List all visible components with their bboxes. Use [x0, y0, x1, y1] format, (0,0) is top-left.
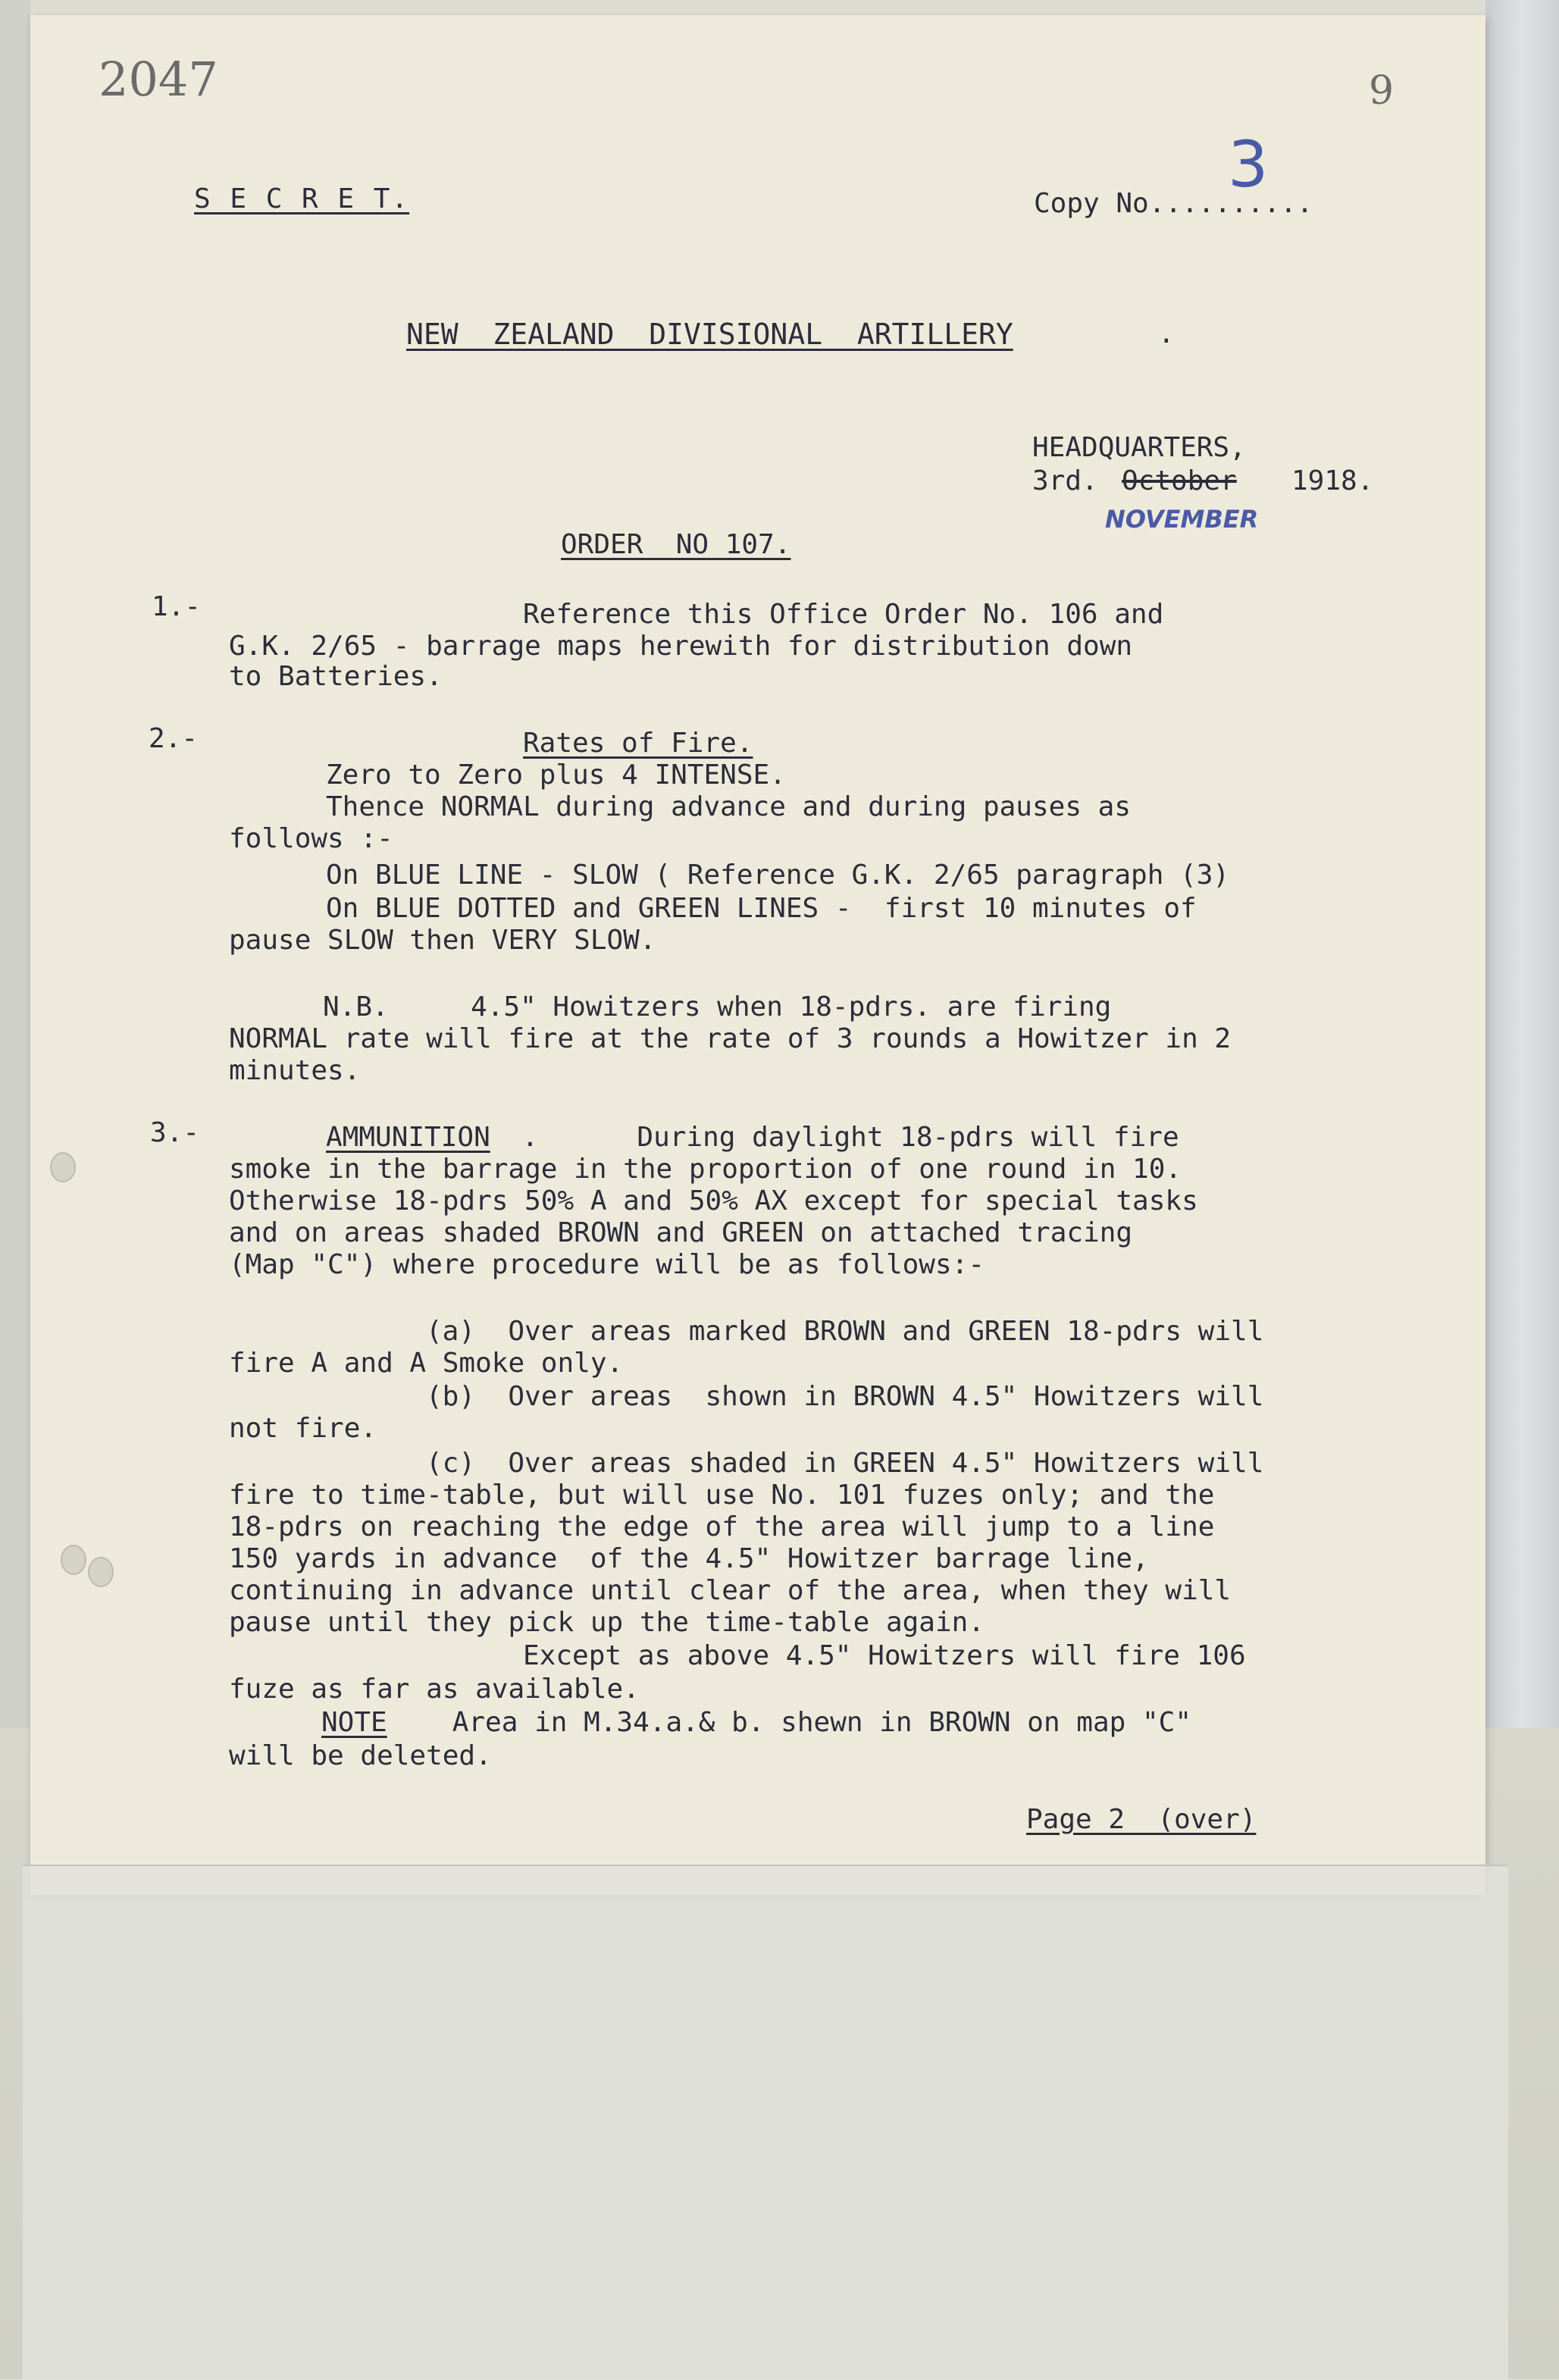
para-3-sub-a-line-1: (a) Over areas marked BROWN and GREEN 18-pdrs will	[426, 1316, 1264, 1347]
para-3-line-2: smoke in the barrage in the proportion of one round in 10.	[229, 1154, 1182, 1185]
para-3-sub-c-line-3: 18-pdrs on reaching the edge of the area will jump to a line	[229, 1511, 1215, 1542]
order-title: ORDER NO 107.	[561, 529, 791, 560]
date-year: 1918.	[1291, 465, 1374, 496]
para-3-sub-b-line-2: not fire.	[229, 1413, 377, 1444]
page-2-over-link[interactable]: Page 2 (over)	[1026, 1804, 1257, 1835]
para-3-sub-b-line-1: (b) Over areas shown in BROWN 4.5" Howitzers will	[426, 1381, 1264, 1412]
date-day: 3rd.	[1032, 465, 1098, 496]
date-month-struck: October	[1122, 465, 1237, 496]
punch-hole-3	[88, 1557, 114, 1587]
tissue-overlay	[23, 1865, 1508, 2380]
document-page	[30, 15, 1485, 1895]
para-3-sub-c-line-4: 150 yards in advance of the 4.5" Howitzer barrage line,	[229, 1543, 1149, 1574]
para-2-line-5: On BLUE DOTTED and GREEN LINES - first 10 minutes of	[326, 893, 1197, 924]
para-1-line-3: to Batteries.	[229, 661, 443, 692]
para-3-line-4: and on areas shaded BROWN and GREEN on attached tracing	[229, 1217, 1133, 1248]
para-3-line-1-rest: . During daylight 18-pdrs will fire	[506, 1122, 1179, 1153]
para-1-line-1: Reference this Office Order No. 106 and	[523, 599, 1164, 630]
para-2-line-4: On BLUE LINE - SLOW ( Reference G.K. 2/65 paragraph (3)	[326, 860, 1230, 891]
date-month-correction: NOVEMBER	[1105, 505, 1259, 534]
copy-number-label: Copy No..........	[1034, 188, 1313, 219]
unit-title-period: .	[1158, 318, 1175, 349]
para-3-line-5: (Map "C") where procedure will be as follows:-	[229, 1249, 985, 1280]
para-3-line-3: Otherwise 18-pdrs 50% A and 50% AX except for special tasks	[229, 1185, 1198, 1217]
copy-number-handwritten: 3	[1228, 127, 1269, 202]
file-number: 2047	[99, 52, 218, 107]
punch-hole-2	[61, 1545, 86, 1575]
para-2-number: 2.-	[149, 723, 199, 754]
para-2-heading: Rates of Fire.	[523, 728, 753, 759]
para-2-line-1: Zero to Zero plus 4 INTENSE.	[326, 759, 786, 791]
para-3-sub-c-line-6: pause until they pick up the time-table again.	[229, 1607, 985, 1638]
para-1-number: 1.-	[152, 591, 202, 622]
unit-title: NEW ZEALAND DIVISIONAL ARTILLERY	[406, 318, 1013, 351]
para-2-nb-line-2: NORMAL rate will fire at the rate of 3 rounds a Howitzer in 2	[229, 1023, 1232, 1054]
para-3-except-line-1: Except as above 4.5" Howitzers will fire 106	[523, 1640, 1246, 1671]
para-2-nb-line-1: N.B. 4.5" Howitzers when 18-pdrs. are firing	[323, 991, 1112, 1022]
para-3-number: 3.-	[150, 1117, 200, 1148]
para-3-note-line-2: will be deleted.	[229, 1740, 492, 1771]
classification-label: S E C R E T.	[194, 183, 410, 215]
para-3-note-label: NOTE	[321, 1707, 387, 1738]
para-3-sub-c-line-2: fire to time-table, but will use No. 101 fuzes only; and the	[229, 1480, 1215, 1511]
punch-hole-1	[50, 1152, 76, 1182]
para-3-heading: AMMUNITION	[326, 1122, 490, 1153]
para-3-note-line-1: Area in M.34.a.& b. shewn in BROWN on map "C"	[387, 1707, 1192, 1738]
para-3-sub-c-line-1: (c) Over areas shaded in GREEN 4.5" Howitzers will	[426, 1448, 1264, 1479]
para-3-except-line-2: fuze as far as available.	[229, 1674, 640, 1705]
para-2-nb-line-3: minutes.	[229, 1055, 361, 1086]
headquarters-label: HEADQUARTERS,	[1032, 432, 1246, 463]
para-1-line-2: G.K. 2/65 - barrage maps herewith for distribution down	[229, 631, 1133, 662]
para-3-sub-c-line-5: continuing in advance until clear of the area, when they will	[229, 1575, 1232, 1606]
para-2-line-2: Thence NORMAL during advance and during pauses as	[326, 791, 1132, 822]
para-2-line-6: pause SLOW then VERY SLOW.	[229, 925, 656, 956]
page-number: 9	[1369, 68, 1395, 114]
para-3-sub-a-line-2: fire A and A Smoke only.	[229, 1348, 624, 1379]
para-2-line-3: follows :-	[229, 823, 393, 854]
